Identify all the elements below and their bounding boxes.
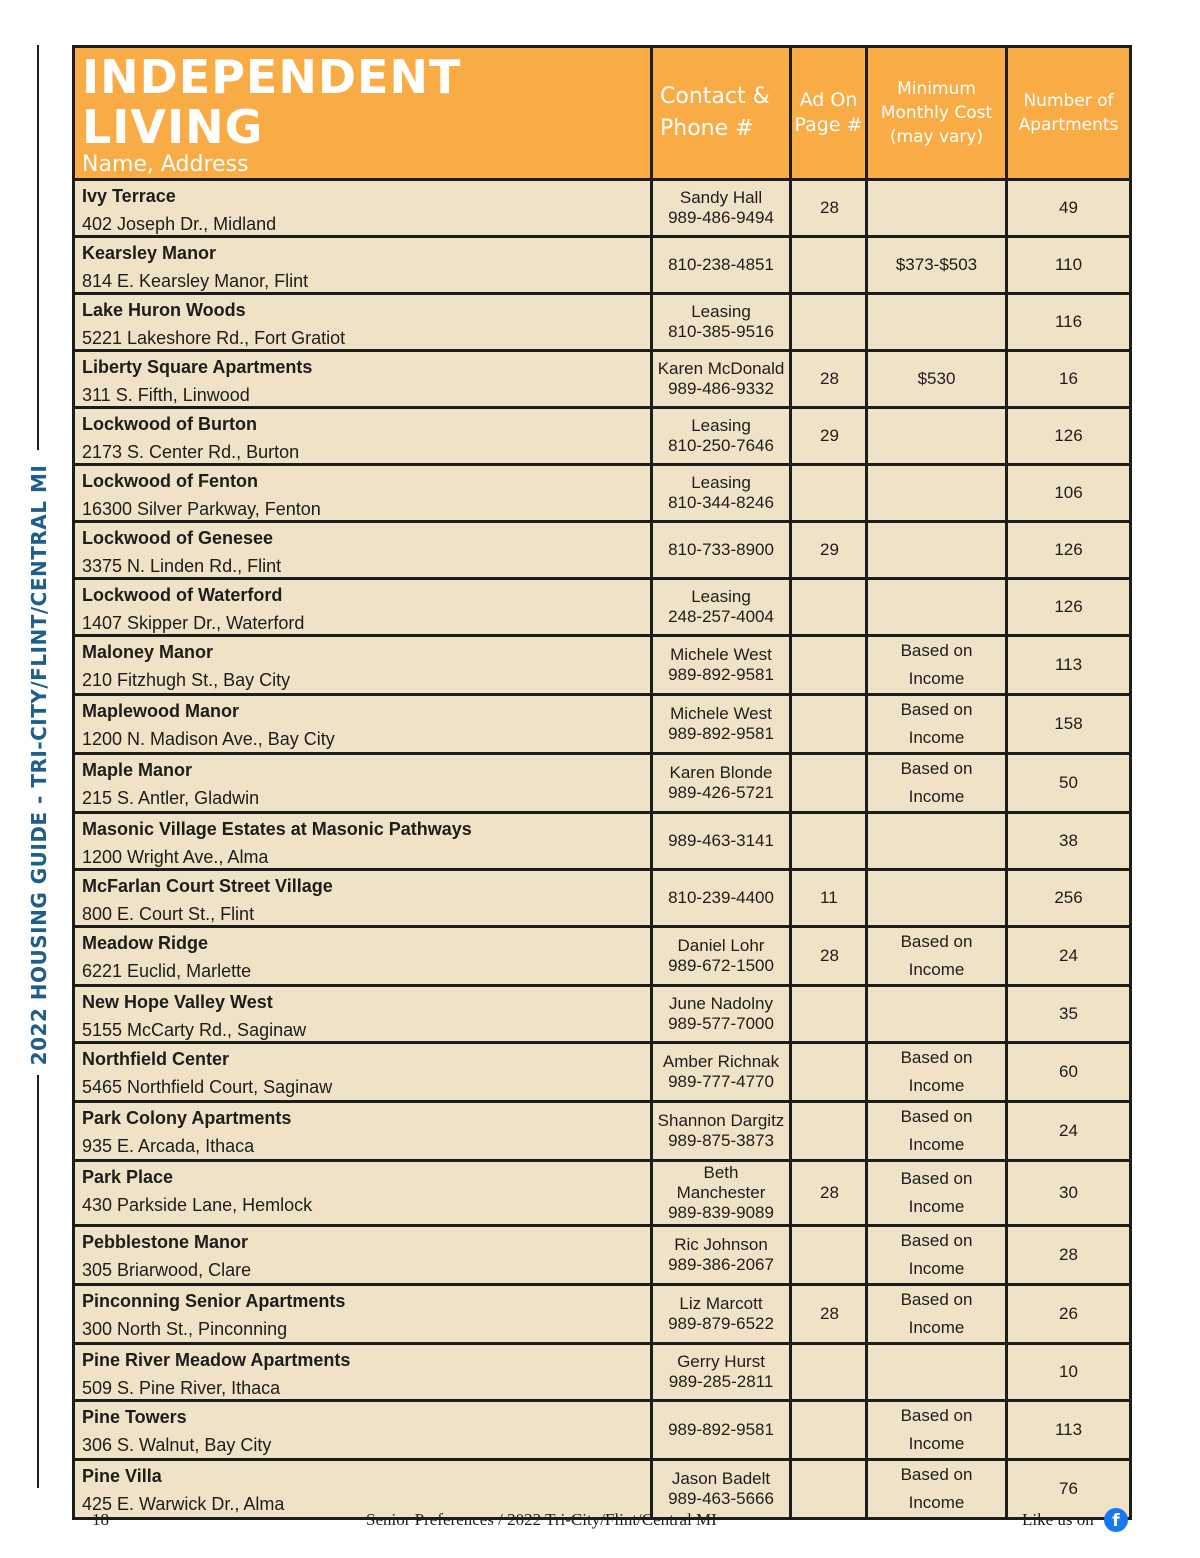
- table-row: [74, 813, 1131, 870]
- cell-ad-page: 11: [791, 870, 867, 927]
- community-name: Maplewood Manor: [82, 701, 239, 721]
- cell-contact: [652, 754, 791, 813]
- independent-living-table: [72, 45, 1132, 1520]
- table-subtitle: Name, Address: [82, 152, 249, 177]
- cell-ad-page: [791, 1226, 867, 1285]
- community-name: Maloney Manor: [82, 642, 214, 662]
- cell-ad-page: [791, 237, 867, 294]
- cost-line: Income: [908, 1076, 965, 1095]
- community-name: Lake Huron Woods: [82, 300, 246, 320]
- header-cost-line3: (may vary): [889, 127, 984, 147]
- cell-ad-page: 28: [791, 351, 867, 408]
- contact-line: 989-892-9581: [668, 665, 774, 684]
- contact-line: 810-385-9516: [668, 322, 774, 341]
- cell-name-address: [74, 408, 652, 465]
- cell-apartments: 126: [1007, 408, 1131, 465]
- cell-ad-page: [791, 294, 867, 351]
- cell-min-cost: [867, 465, 1007, 522]
- header-min-cost: [867, 47, 1007, 180]
- community-name: Lockwood of Fenton: [82, 471, 258, 491]
- table-row: [74, 1043, 1131, 1102]
- cell-ad-page: [791, 1043, 867, 1102]
- cost-line: Income: [908, 728, 965, 747]
- cell-min-cost: [867, 813, 1007, 870]
- cell-ad-page: 28: [791, 927, 867, 986]
- community-name: Northfield Center: [82, 1049, 230, 1069]
- cost-line: Income: [908, 787, 965, 806]
- cell-name-address: [74, 1226, 652, 1285]
- cell-apartments: 106: [1007, 465, 1131, 522]
- community-name: Park Place: [82, 1167, 174, 1187]
- cell-ad-page: [791, 465, 867, 522]
- cell-contact: [652, 1344, 791, 1401]
- community-name: Ivy Terrace: [82, 186, 176, 206]
- cost-line: Income: [908, 960, 965, 979]
- community-name: New Hope Valley West: [82, 992, 273, 1012]
- cell-name-address: [74, 754, 652, 813]
- cell-apartments: 28: [1007, 1226, 1131, 1285]
- header-contact: [652, 47, 791, 180]
- cell-apartments: 16: [1007, 351, 1131, 408]
- cost-line: Based on: [900, 1107, 973, 1126]
- community-address: 3375 N. Linden Rd., Flint: [82, 556, 282, 576]
- community-name: Pebblestone Manor: [82, 1232, 249, 1252]
- contact-line: Liz Marcott: [679, 1294, 763, 1313]
- side-guide-label: 2022 HOUSING GUIDE - TRI-CITY/FLINT/CENTRAL MI: [27, 464, 51, 1066]
- cell-min-cost: [867, 1344, 1007, 1401]
- community-name: Park Colony Apartments: [82, 1108, 292, 1128]
- cell-ad-page: [791, 986, 867, 1043]
- cell-min-cost: [867, 522, 1007, 579]
- community-address: 5465 Northfield Court, Saginaw: [82, 1077, 333, 1097]
- cell-apartments: 60: [1007, 1043, 1131, 1102]
- community-name: Meadow Ridge: [82, 933, 209, 953]
- table-row: [74, 986, 1131, 1043]
- cell-ad-page: 28: [791, 1161, 867, 1226]
- table-row: [74, 927, 1131, 986]
- contact-line: 989-892-9581: [668, 1420, 774, 1439]
- cell-apartments: 113: [1007, 636, 1131, 695]
- community-address: 5221 Lakeshore Rd., Fort Gratiot: [82, 328, 346, 348]
- contact-line: Manchester: [676, 1183, 766, 1202]
- contact-line: 989-875-3873: [668, 1131, 774, 1150]
- cell-ad-page: [791, 1344, 867, 1401]
- cell-contact: [652, 927, 791, 986]
- cell-min-cost: [867, 579, 1007, 636]
- cell-contact: [652, 1226, 791, 1285]
- cell-name-address: [74, 294, 652, 351]
- contact-line: 989-463-3141: [668, 831, 774, 850]
- contact-line: Karen Blonde: [669, 763, 773, 782]
- community-address: 430 Parkside Lane, Hemlock: [82, 1195, 313, 1215]
- contact-line: Michele West: [670, 645, 772, 664]
- cost-line: Based on: [900, 1048, 973, 1067]
- community-address: 509 S. Pine River, Ithaca: [82, 1378, 281, 1398]
- header-contact-line2: Phone #: [660, 116, 754, 141]
- cell-apartments: 50: [1007, 754, 1131, 813]
- community-address: 935 E. Arcada, Ithaca: [82, 1136, 255, 1156]
- cost-line: Based on: [900, 759, 973, 778]
- contact-line: Sandy Hall: [679, 188, 763, 207]
- cell-name-address: [74, 465, 652, 522]
- cell-min-cost: [867, 927, 1007, 986]
- cell-min-cost: [867, 1226, 1007, 1285]
- cost-line: Income: [908, 1318, 965, 1337]
- contact-line: 989-577-7000: [668, 1014, 774, 1033]
- cell-apartments: 116: [1007, 294, 1131, 351]
- cell-apartments: 126: [1007, 522, 1131, 579]
- community-name: Lockwood of Waterford: [82, 585, 283, 605]
- community-name: Pine Towers: [82, 1407, 187, 1427]
- contact-line: 248-257-4004: [668, 607, 774, 626]
- cell-min-cost: [867, 237, 1007, 294]
- cell-contact: [652, 465, 791, 522]
- cost-line: Based on: [900, 641, 973, 660]
- contact-line: 989-285-2811: [668, 1372, 774, 1391]
- header-ad-line1: Ad On: [799, 89, 858, 111]
- cell-name-address: [74, 351, 652, 408]
- cell-contact: [652, 408, 791, 465]
- community-address: 800 E. Court St., Flint: [82, 904, 255, 924]
- community-address: 210 Fitzhugh St., Bay City: [82, 670, 291, 690]
- cell-name-address: [74, 927, 652, 986]
- cost-line: Based on: [900, 1290, 973, 1309]
- cost-line: Income: [908, 1434, 965, 1453]
- cell-name-address: [74, 579, 652, 636]
- cell-min-cost: [867, 1285, 1007, 1344]
- header-apartments: [1007, 47, 1131, 180]
- contact-line: 989-892-9581: [668, 724, 774, 743]
- cost-line: Income: [908, 1493, 965, 1512]
- community-name: McFarlan Court Street Village: [82, 876, 333, 896]
- table-row: [74, 294, 1131, 351]
- contact-line: 810-250-7646: [668, 436, 774, 455]
- table-row: [74, 1401, 1131, 1460]
- cell-ad-page: [791, 636, 867, 695]
- cell-contact: [652, 695, 791, 754]
- cost-line: Based on: [900, 1465, 973, 1484]
- cell-name-address: [74, 1102, 652, 1161]
- community-name: Lockwood of Burton: [82, 414, 257, 434]
- cell-name-address: [74, 695, 652, 754]
- cost-line: Income: [908, 1197, 965, 1216]
- contact-line: 989-426-5721: [668, 783, 774, 802]
- community-address: 1200 Wright Ave., Alma: [82, 847, 269, 867]
- publication-footer: Senior Preferences / 2022 Tri-City/Flint/Central MI: [366, 1510, 717, 1529]
- contact-line: 989-486-9494: [668, 208, 774, 227]
- contact-line: June Nadolny: [669, 994, 773, 1013]
- cell-min-cost: [867, 986, 1007, 1043]
- cost-line: Based on: [900, 1406, 973, 1425]
- contact-line: 989-463-5666: [668, 1489, 774, 1508]
- cell-apartments: 49: [1007, 180, 1131, 237]
- table-row: [74, 1161, 1131, 1226]
- side-rule-bottom: [37, 1075, 39, 1488]
- cell-min-cost: [867, 754, 1007, 813]
- contact-line: Gerry Hurst: [677, 1352, 765, 1371]
- community-address: 425 E. Warwick Dr., Alma: [82, 1494, 285, 1514]
- cell-min-cost: [867, 1401, 1007, 1460]
- cell-contact: [652, 636, 791, 695]
- community-address: 1200 N. Madison Ave., Bay City: [82, 729, 335, 749]
- cell-contact: [652, 294, 791, 351]
- cell-name-address: [74, 870, 652, 927]
- cell-ad-page: [791, 813, 867, 870]
- header-contact-line1: Contact &: [660, 84, 770, 109]
- header-apts-line2: Apartments: [1018, 115, 1119, 135]
- community-name: Pine Villa: [82, 1466, 162, 1486]
- table-row: [74, 1226, 1131, 1285]
- table-row: [74, 695, 1131, 754]
- cell-ad-page: 28: [791, 180, 867, 237]
- contact-line: 989-386-2067: [668, 1255, 774, 1274]
- cell-apartments: 256: [1007, 870, 1131, 927]
- side-rule-top: [37, 45, 39, 450]
- like-us-text: Like us on: [1022, 1510, 1094, 1529]
- cell-contact: [652, 1102, 791, 1161]
- cell-apartments: 24: [1007, 1102, 1131, 1161]
- contact-line: 989-839-9089: [668, 1203, 774, 1222]
- table-title: INDEPENDENT LIVING: [82, 50, 462, 154]
- table-row: [74, 870, 1131, 927]
- cell-name-address: [74, 237, 652, 294]
- community-address: 814 E. Kearsley Manor, Flint: [82, 271, 309, 291]
- community-name: Maple Manor: [82, 760, 193, 780]
- header-ad-line2: Page #: [794, 114, 863, 136]
- contact-line: Beth: [703, 1163, 739, 1182]
- community-address: 1407 Skipper Dr., Waterford: [82, 613, 305, 633]
- cost-line: Based on: [900, 700, 973, 719]
- community-address: 6221 Euclid, Marlette: [82, 961, 252, 981]
- cost-line: $373-$503: [895, 255, 978, 274]
- facebook-icon[interactable]: f: [1104, 1508, 1128, 1532]
- contact-line: Leasing: [691, 416, 751, 435]
- contact-line: Leasing: [691, 587, 751, 606]
- cell-min-cost: [867, 636, 1007, 695]
- contact-line: 989-777-4770: [668, 1072, 774, 1091]
- cell-name-address: [74, 1161, 652, 1226]
- cell-ad-page: [791, 1401, 867, 1460]
- cell-apartments: 24: [1007, 927, 1131, 986]
- cell-min-cost: [867, 180, 1007, 237]
- cell-contact: [652, 986, 791, 1043]
- cell-name-address: [74, 522, 652, 579]
- table-row: [74, 351, 1131, 408]
- community-name: Liberty Square Apartments: [82, 357, 313, 377]
- cell-contact: [652, 870, 791, 927]
- cell-ad-page: 29: [791, 408, 867, 465]
- contact-line: Daniel Lohr: [677, 936, 765, 955]
- table-row: [74, 579, 1131, 636]
- cell-min-cost: [867, 351, 1007, 408]
- table-row: [74, 237, 1131, 294]
- header-apts-line1: Number of: [1023, 91, 1114, 111]
- cell-ad-page: 29: [791, 522, 867, 579]
- contact-line: 810-239-4400: [668, 888, 774, 907]
- cell-apartments: 30: [1007, 1161, 1131, 1226]
- cell-apartments: 126: [1007, 579, 1131, 636]
- cell-contact: [652, 1043, 791, 1102]
- cell-ad-page: [791, 754, 867, 813]
- community-address: 402 Joseph Dr., Midland: [82, 214, 277, 234]
- cell-apartments: 26: [1007, 1285, 1131, 1344]
- community-name: Pinconning Senior Apartments: [82, 1291, 346, 1311]
- community-address: 305 Briarwood, Clare: [82, 1260, 252, 1280]
- community-name: Pine River Meadow Apartments: [82, 1350, 351, 1370]
- cell-min-cost: [867, 695, 1007, 754]
- cell-min-cost: [867, 1043, 1007, 1102]
- cell-contact: [652, 1161, 791, 1226]
- table-body: [74, 180, 1131, 1519]
- contact-line: 810-733-8900: [668, 540, 774, 559]
- contact-line: Ric Johnson: [674, 1235, 768, 1254]
- community-name: Masonic Village Estates at Masonic Pathways: [82, 819, 472, 839]
- cell-apartments: 113: [1007, 1401, 1131, 1460]
- cell-name-address: [74, 986, 652, 1043]
- cost-line: Income: [908, 1135, 965, 1154]
- cell-name-address: [74, 636, 652, 695]
- cell-ad-page: [791, 695, 867, 754]
- cell-name-address: [74, 1285, 652, 1344]
- contact-line: 989-486-9332: [668, 379, 774, 398]
- cell-apartments: 10: [1007, 1344, 1131, 1401]
- community-address: 16300 Silver Parkway, Fenton: [82, 499, 321, 519]
- cell-contact: [652, 522, 791, 579]
- cell-ad-page: 28: [791, 1285, 867, 1344]
- community-name: Lockwood of Genesee: [82, 528, 274, 548]
- page-number: 18: [92, 1510, 109, 1529]
- cell-ad-page: [791, 579, 867, 636]
- cost-line: Income: [908, 1259, 965, 1278]
- cost-line: Based on: [900, 1169, 973, 1188]
- contact-line: Michele West: [670, 704, 772, 723]
- table-row: [74, 1102, 1131, 1161]
- table-row: [74, 408, 1131, 465]
- contact-line: 989-879-6522: [668, 1314, 774, 1333]
- cell-apartments: 38: [1007, 813, 1131, 870]
- cost-line: Based on: [900, 932, 973, 951]
- contact-line: 810-238-4851: [668, 255, 774, 274]
- table-row: [74, 754, 1131, 813]
- community-name: Kearsley Manor: [82, 243, 217, 263]
- contact-line: Karen McDonald: [657, 359, 785, 378]
- cell-name-address: [74, 1344, 652, 1401]
- contact-line: Leasing: [691, 302, 751, 321]
- cell-contact: [652, 237, 791, 294]
- cell-contact: [652, 180, 791, 237]
- contact-line: 989-672-1500: [668, 956, 774, 975]
- table-row: [74, 180, 1131, 237]
- cell-name-address: [74, 1401, 652, 1460]
- community-address: 215 S. Antler, Gladwin: [82, 788, 260, 808]
- cell-name-address: [74, 813, 652, 870]
- cell-apartments: 76: [1007, 1460, 1131, 1519]
- community-address: 2173 S. Center Rd., Burton: [82, 442, 300, 462]
- cell-name-address: [74, 1043, 652, 1102]
- cell-contact: [652, 1401, 791, 1460]
- cell-contact: [652, 1285, 791, 1344]
- community-address: 311 S. Fifth, Linwood: [82, 385, 250, 405]
- cell-ad-page: [791, 1460, 867, 1519]
- table-row: [74, 636, 1131, 695]
- table-row: [74, 1285, 1131, 1344]
- cell-min-cost: [867, 408, 1007, 465]
- contact-line: Amber Richnak: [662, 1052, 780, 1071]
- header-cost-line2: Monthly Cost: [880, 103, 993, 123]
- contact-line: Jason Badelt: [671, 1469, 771, 1488]
- cell-apartments: 35: [1007, 986, 1131, 1043]
- cost-line: $530: [917, 369, 956, 388]
- contact-line: Leasing: [691, 473, 751, 492]
- cost-line: Based on: [900, 1231, 973, 1250]
- table-row: [74, 522, 1131, 579]
- cell-apartments: 110: [1007, 237, 1131, 294]
- community-address: 306 S. Walnut, Bay City: [82, 1435, 272, 1455]
- contact-line: 810-344-8246: [668, 493, 774, 512]
- community-address: 300 North St., Pinconning: [82, 1319, 288, 1339]
- cell-name-address: [74, 180, 652, 237]
- cell-ad-page: [791, 1102, 867, 1161]
- cell-min-cost: [867, 1161, 1007, 1226]
- cell-apartments: 158: [1007, 695, 1131, 754]
- table-row: [74, 1344, 1131, 1401]
- cell-min-cost: [867, 1102, 1007, 1161]
- table-row: [74, 465, 1131, 522]
- header-name-address: [74, 47, 652, 180]
- cell-contact: [652, 579, 791, 636]
- cost-line: Income: [908, 669, 965, 688]
- cell-min-cost: [867, 870, 1007, 927]
- header-ad-page: [791, 47, 867, 180]
- header-cost-line1: Minimum: [897, 79, 976, 99]
- community-address: 5155 McCarty Rd., Saginaw: [82, 1020, 307, 1040]
- cell-min-cost: [867, 294, 1007, 351]
- table-header-row: [74, 47, 1131, 180]
- cell-contact: [652, 813, 791, 870]
- cell-min-cost: [867, 1460, 1007, 1519]
- contact-line: Shannon Dargitz: [657, 1111, 785, 1130]
- cell-contact: [652, 351, 791, 408]
